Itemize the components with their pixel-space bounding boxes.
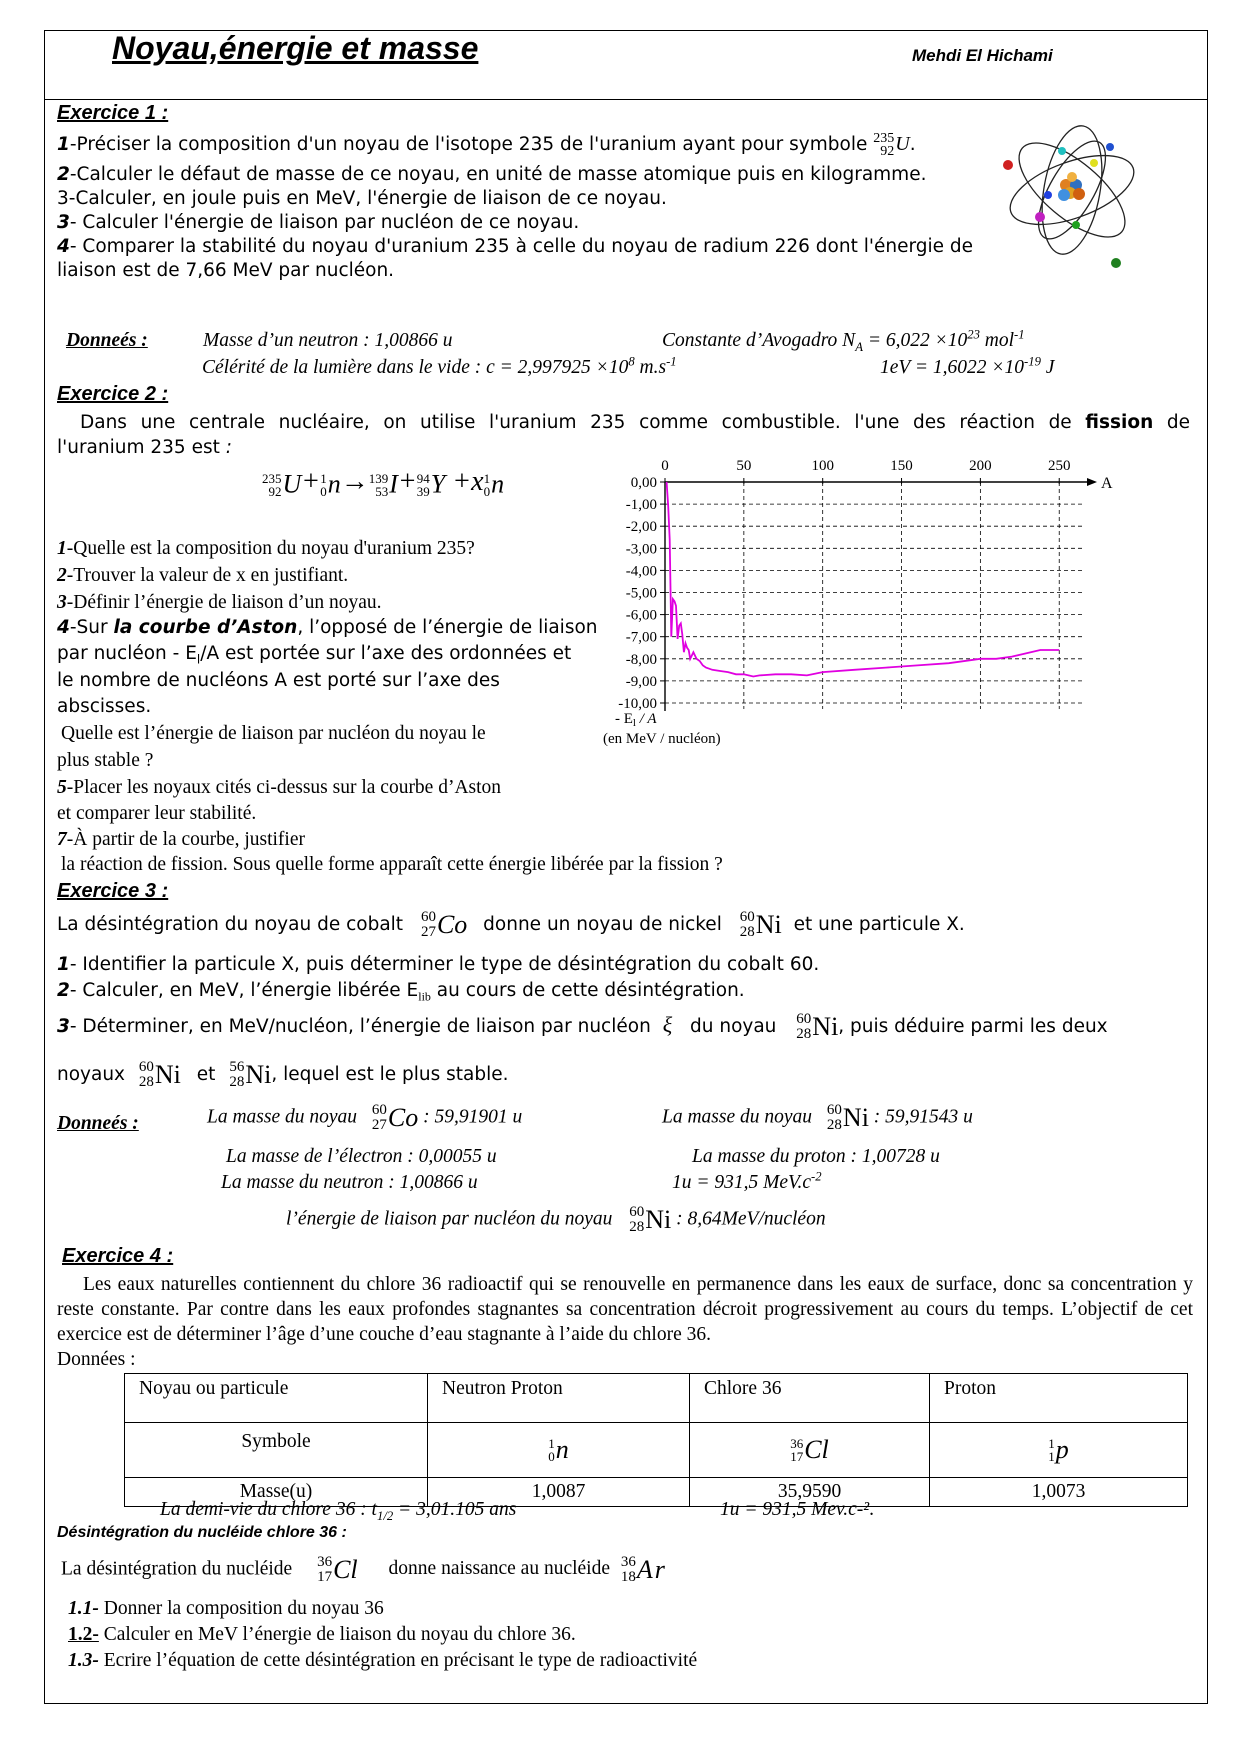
ex2-question-4-line-6: plus stable ? xyxy=(57,750,154,771)
ex2-question-4-line-2: par nucléon - $E_l/A$ est portée sur l’axe des ordonnées et xyxy=(57,643,572,667)
ex2-question-4-line-3: le nombre de nucléons A est porté sur l’axe des xyxy=(57,670,500,691)
ex3-intro: La désintégration du noyau de cobalt 60 27 Co donne un noyau de nickel 60 28 Ni et une particule X. xyxy=(57,909,965,940)
aston-curve-chart xyxy=(600,458,1200,830)
y-axis-label: - $E_l$ / A xyxy=(615,711,657,729)
ex1-question-2: 2-Calculer le défaut de masse de ce noyau, en unité de masse atomique puis en kilogramme. xyxy=(57,164,927,185)
ex1-data-neutron-mass: Masse d’un neutron : 1,00866 u xyxy=(203,330,453,351)
ex1-data-ev: $1eV = 1,6022 \times 10^{-19}$ J xyxy=(880,354,1055,378)
y-tick-label: -2,00 xyxy=(625,519,657,536)
ex2-question-3: 3-Définir l’énergie de liaison d’un noyau. xyxy=(57,592,382,613)
ex3-question-2: 2- Calculer, en MeV, l’énergie libérée $E_{lib}$ au cours de cette désintégration. xyxy=(57,980,745,1004)
ex2-question-2: 2-Trouver la valeur de x en justifiant. xyxy=(57,565,349,586)
y-tick-label: -9,00 xyxy=(625,673,657,690)
x-tick-label: 200 xyxy=(969,458,992,474)
table-mass-cell: 35,9590 xyxy=(690,1478,930,1507)
y-tick-label: -1,00 xyxy=(625,497,657,514)
exercise-3-title: Exercice 3 : xyxy=(57,880,169,902)
ex3-question-3-cont: noyaux 60 28 Ni et 56 28 Ni, lequel est le plus stable. xyxy=(57,1059,509,1090)
ex1-question-3a: 3-Calculer, en joule puis en MeV, l'énergie de liaison de ce noyau. xyxy=(57,188,667,209)
uranium-235-symbol: 235 92 U. xyxy=(873,131,916,159)
table-header-cell: Noyau ou particule xyxy=(125,1374,428,1423)
page-title: Noyau,énergie et masse xyxy=(112,30,479,66)
table-symbol-cell: 1 0 n xyxy=(428,1423,690,1478)
table-mass-cell: 1,0073 xyxy=(930,1478,1188,1507)
table-row-label: Masse(u) xyxy=(125,1478,428,1507)
ex4-paragraph: Les eaux naturelles contiennent du chlore 36 radioactif qui se renouvelle en permanence dans les eaux de surface, donc sa concentration y reste constante. Par contre dans les eaux profondes stagnantes sa concentration décroit progressivement au cours du temps. L’objectif de cet exercice est de déterminer l’âge d’une couche d’eau stagnante à l’aide du chlore 36. xyxy=(57,1274,1193,1345)
x-tick-label: 50 xyxy=(736,458,752,474)
table-header-cell: Chlore 36 xyxy=(690,1374,930,1423)
ex3-data-electron-mass: La masse de l’électron : 0,00055 u xyxy=(226,1146,497,1167)
ex3-data-neutron-mass: La masse du neutron : 1,00866 u xyxy=(221,1172,478,1193)
ex4-disintegration: La désintégration du nucléide 36 17 Cl donne naissance au nucléide 36 18 Ar xyxy=(61,1554,667,1585)
y-tick-label: -3,00 xyxy=(625,541,657,558)
y-tick-label: -10,00 xyxy=(618,696,657,712)
ex4-subtitle: Désintégration du nucléide chlore 36 : xyxy=(57,1524,347,1541)
ex4-data-label: Données : xyxy=(57,1349,136,1370)
aston-curve-line xyxy=(667,482,1060,677)
ex1-data-avogadro: Constante d’Avogadro $N_A = 6,022 \times 10^{23}$ mol$^{-1}$ xyxy=(662,327,1025,354)
ex3-data-u-conversion: 1u = 931,5 $MeV.c^{-2}$ xyxy=(672,1169,822,1193)
table-mass-cell: 1,0087 xyxy=(428,1478,690,1507)
ex1-question-1: 1-Préciser la composition d'un noyau de l'isotope 235 de l'uranium ayant pour symbole 235 92 U. xyxy=(57,131,916,159)
ex2-question-1: 1-Quelle est la composition du noyau d'uranium 235? xyxy=(57,538,475,559)
ex4-question-1-2: 1.2- Calculer en MeV l’énergie de liaison du noyau du chlore 36. xyxy=(68,1624,576,1645)
x-tick-label: 0 xyxy=(661,458,669,474)
table-symbol-cell: 36 17 Cl xyxy=(690,1423,930,1478)
exercise-2-title: Exercice 2 : xyxy=(57,383,169,405)
ex3-data-label: Donneés : xyxy=(57,1113,139,1134)
table-header-cell: Proton xyxy=(930,1374,1188,1423)
x-axis-arrow xyxy=(1087,478,1097,486)
ex1-data-light-speed: Célérité de la lumière dans le vide : $c = 2,997925 \times 10^8$ $m.s^{-1}$ xyxy=(202,354,677,378)
ex3-question-1: 1- Identifier la particule X, puis déterminer le type de désintégration du cobalt 60. xyxy=(57,954,820,975)
y-tick-label: -4,00 xyxy=(625,563,657,580)
x-axis-label: A xyxy=(1101,475,1113,492)
atom-icon xyxy=(1000,115,1140,275)
ex4-question-1-1: 1.1- Donner la composition du noyau 36 xyxy=(68,1598,384,1619)
table-row-label: Symbole xyxy=(125,1423,428,1478)
ex1-question-3b: 3- Calculer l'énergie de liaison par nucléon de ce noyau. xyxy=(57,212,580,233)
ex2-question-7-cont: la réaction de fission. Sous quelle forme apparaît cette énergie libérée par la fission ? xyxy=(61,854,723,875)
ex2-question-4-line-5: Quelle est l’énergie de liaison par nucléon du noyau le xyxy=(61,723,486,744)
ex1-question-4: 4- Comparer la stabilité du noyau d'uranium 235 à celle du noyau de radium 226 dont l'énergie de xyxy=(57,236,973,257)
ex3-data-ni-binding: l’énergie de liaison par nucléon du noyau 60 28 Ni : 8,64MeV/nucléon xyxy=(286,1204,826,1235)
ex3-data-proton-mass: La masse du proton : 1,00728 u xyxy=(692,1146,940,1167)
fission-equation: 235 92 U+ 1 0 n→ 139 53 I+ 94 39 Y +x 1 0 n xyxy=(262,466,505,499)
y-tick-label: -6,00 xyxy=(625,607,657,624)
ex2-intro-line-2: l'uranium 235 est : xyxy=(57,437,232,458)
ex4-u-conversion: 1u = 931,5 Mev.c-². xyxy=(720,1499,875,1520)
exercise-4-title: Exercice 4 : xyxy=(62,1245,174,1267)
ex2-question-5-cont: et comparer leur stabilité. xyxy=(57,803,257,824)
ex1-question-4-cont: liaison est de 7,66 MeV par nucléon. xyxy=(57,260,395,281)
ex3-question-3: 3- Déterminer, en MeV/nucléon, l’énergie de liaison par nucléon ξ du noyau 60 28 Ni, puis déduire parmi les deux xyxy=(57,1011,1108,1042)
author-name: Mehdi El Hichami xyxy=(912,46,1053,65)
x-tick-label: 100 xyxy=(811,458,834,474)
y-tick-label: -5,00 xyxy=(625,585,657,602)
y-axis-unit-label: (en MeV / nucléon) xyxy=(603,731,721,747)
ex3-data-ni-mass: La masse du noyau 60 28 Ni : 59,91543 u xyxy=(662,1102,973,1133)
x-tick-label: 150 xyxy=(890,458,913,474)
y-tick-label: -7,00 xyxy=(625,629,657,646)
ex3-data-co-mass: La masse du noyau 60 27 Co : 59,91901 u xyxy=(207,1102,523,1133)
table-header-cell: Neutron Proton xyxy=(428,1374,690,1423)
ex2-intro-line-1: Dans une centrale nucléaire, on utilise l'uranium 235 comme combustible. l'une des réaction de fission de xyxy=(80,412,1190,433)
y-tick-label: 0,00 xyxy=(630,475,657,491)
ex2-question-5: 5-Placer les noyaux cités ci-dessus sur la courbe d’Aston xyxy=(57,777,502,798)
header-divider xyxy=(44,99,1208,100)
ex4-half-life: La demi-vie du chlore 36 : $t_{1/2} = 3,01.105$ ans xyxy=(160,1499,517,1523)
x-tick-label: 250 xyxy=(1047,458,1071,474)
ex4-question-1-3: 1.3- Ecrire l’équation de cette désintégration en précisant le type de radioactivité xyxy=(68,1650,698,1671)
ex4-data-table xyxy=(124,1373,1188,1507)
ex2-question-7: 7-À partir de la courbe, justifier xyxy=(57,829,305,850)
ex2-question-4-line-4: abscisses. xyxy=(57,696,152,717)
ex1-data-label: Donneés : xyxy=(66,330,148,351)
y-tick-label: -8,00 xyxy=(625,651,657,668)
exercise-1-title: Exercice 1 : xyxy=(57,102,169,124)
ex2-question-4: 4-Sur la courbe d’Aston, l’opposé de l’énergie de liaison xyxy=(57,617,598,638)
table-symbol-cell: 1 1 p xyxy=(930,1423,1188,1478)
